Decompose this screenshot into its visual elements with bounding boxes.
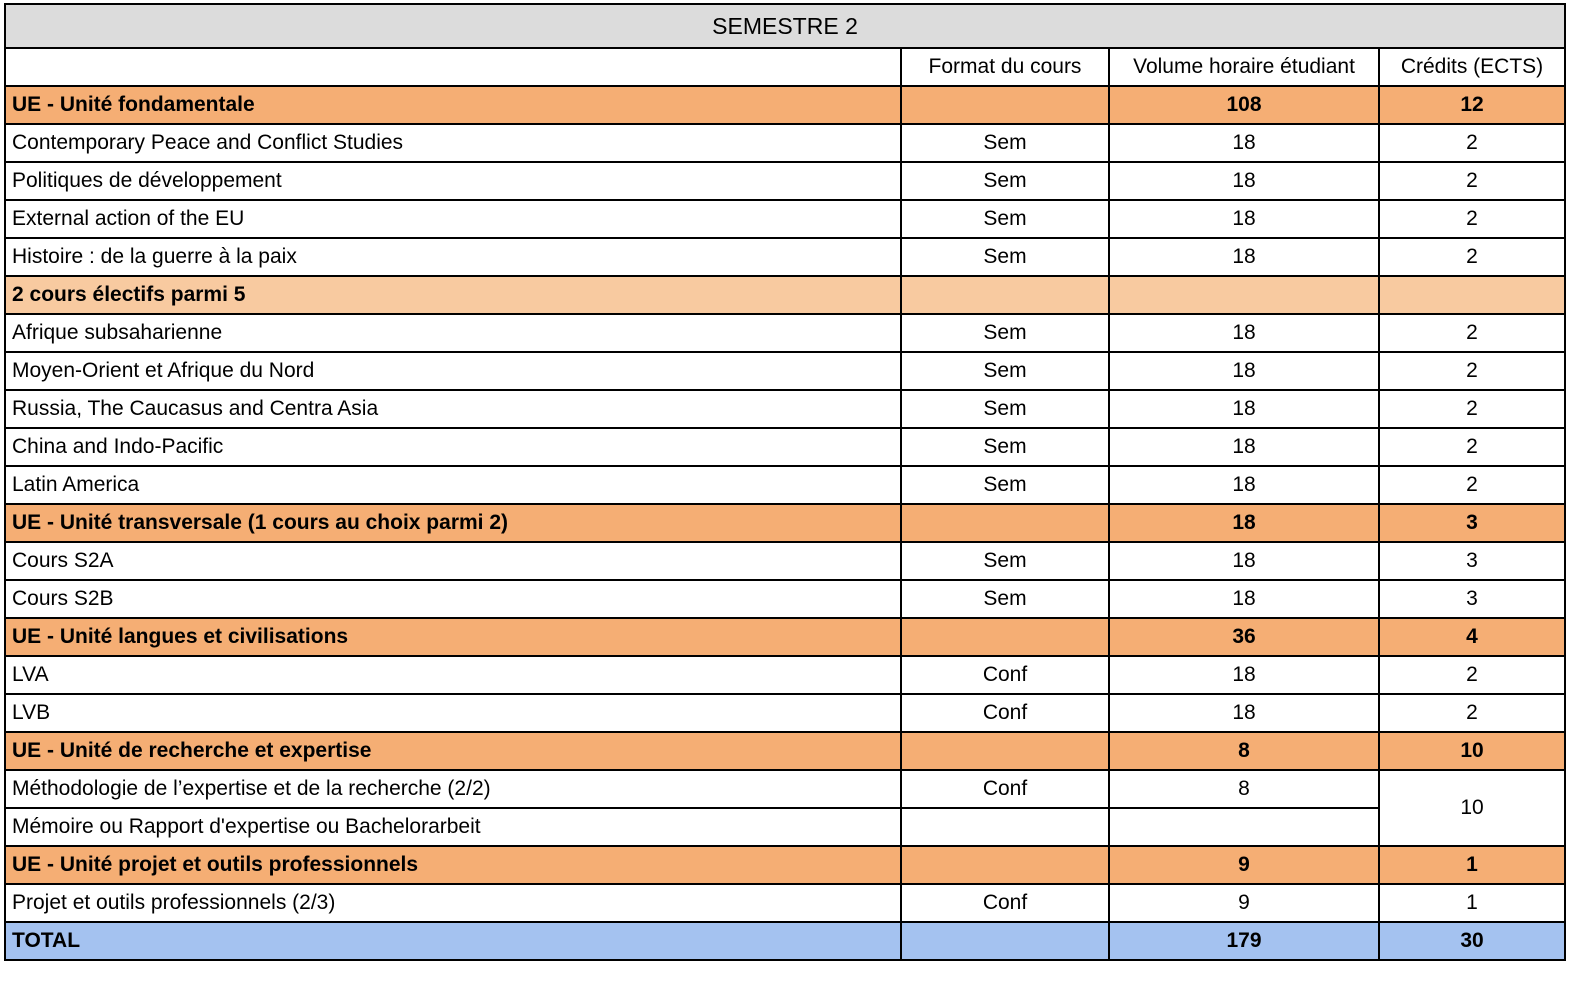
cell-name: China and Indo-Pacific [5, 428, 901, 466]
cell-name: UE - Unité projet et outils professionnels [5, 846, 901, 884]
cell-hours: 108 [1109, 86, 1379, 124]
cell-credits: 10 [1379, 770, 1565, 846]
cell-hours: 18 [1109, 390, 1379, 428]
cell-hours: 18 [1109, 542, 1379, 580]
course-row [5, 466, 1565, 504]
header-format: Format du cours [901, 48, 1109, 86]
cell-name: UE - Unité langues et civilisations [5, 618, 901, 656]
cell-format: Sem [901, 238, 1109, 276]
cell-credits: 1 [1379, 846, 1565, 884]
cell-name: TOTAL [5, 922, 901, 960]
cell-name: Russia, The Caucasus and Centra Asia [5, 390, 901, 428]
cell-name: Afrique subsaharienne [5, 314, 901, 352]
cell-credits: 2 [1379, 694, 1565, 732]
cell-format: Sem [901, 124, 1109, 162]
cell-credits: 2 [1379, 200, 1565, 238]
cell-format: Sem [901, 466, 1109, 504]
column-header-row [5, 48, 1565, 86]
cell-credits: 30 [1379, 922, 1565, 960]
ue-row [5, 732, 1565, 770]
table-body [5, 4, 1565, 960]
course-row [5, 238, 1565, 276]
cell-hours: 18 [1109, 124, 1379, 162]
ue-row [5, 504, 1565, 542]
header-credits: Crédits (ECTS) [1379, 48, 1565, 86]
cell-hours: 18 [1109, 238, 1379, 276]
cell-credits: 2 [1379, 428, 1565, 466]
header-hours: Volume horaire étudiant [1109, 48, 1379, 86]
cell-format: Sem [901, 200, 1109, 238]
cell-hours: 8 [1109, 732, 1379, 770]
cell-credits: 2 [1379, 124, 1565, 162]
cell-name: Latin America [5, 466, 901, 504]
cell-name: UE - Unité de recherche et expertise [5, 732, 901, 770]
course-row [5, 428, 1565, 466]
cell-name: Projet et outils professionnels (2/3) [5, 884, 901, 922]
cell-hours: 18 [1109, 200, 1379, 238]
ue-row [5, 846, 1565, 884]
elective-row [5, 276, 1565, 314]
cell-format: Sem [901, 542, 1109, 580]
cell-credits: 2 [1379, 656, 1565, 694]
cell-format [901, 846, 1109, 884]
cell-hours: 18 [1109, 580, 1379, 618]
cell-hours: 18 [1109, 428, 1379, 466]
cell-name: 2 cours électifs parmi 5 [5, 276, 901, 314]
cell-format: Sem [901, 580, 1109, 618]
cell-credits: 2 [1379, 314, 1565, 352]
cell-name: UE - Unité fondamentale [5, 86, 901, 124]
cell-format [901, 732, 1109, 770]
cell-format [901, 504, 1109, 542]
cell-credits: 4 [1379, 618, 1565, 656]
cell-credits: 3 [1379, 504, 1565, 542]
course-row [5, 390, 1565, 428]
cell-format: Sem [901, 390, 1109, 428]
ue-row [5, 618, 1565, 656]
cell-hours: 18 [1109, 352, 1379, 390]
cell-name: Cours S2B [5, 580, 901, 618]
cell-format [901, 86, 1109, 124]
cell-format: Sem [901, 428, 1109, 466]
semester-table [4, 3, 1566, 961]
course-row [5, 542, 1565, 580]
cell-credits: 2 [1379, 352, 1565, 390]
cell-hours [1109, 276, 1379, 314]
cell-hours: 9 [1109, 884, 1379, 922]
course-row [5, 352, 1565, 390]
cell-hours: 18 [1109, 504, 1379, 542]
cell-format [901, 618, 1109, 656]
cell-name: Méthodologie de l’expertise et de la recherche (2/2) [5, 770, 901, 808]
cell-credits: 2 [1379, 466, 1565, 504]
cell-hours: 18 [1109, 466, 1379, 504]
cell-hours: 8 [1109, 770, 1379, 808]
cell-hours: 18 [1109, 694, 1379, 732]
cell-name: External action of the EU [5, 200, 901, 238]
course-row [5, 884, 1565, 922]
cell-format [901, 922, 1109, 960]
ue-row [5, 86, 1565, 124]
table-title-row [5, 4, 1565, 48]
cell-name: Mémoire ou Rapport d'expertise ou Bachelorarbeit [5, 808, 901, 846]
cell-format: Sem [901, 314, 1109, 352]
cell-credits [1379, 276, 1565, 314]
cell-format: Conf [901, 884, 1109, 922]
cell-name: Contemporary Peace and Conflict Studies [5, 124, 901, 162]
semester-title: SEMESTRE 2 [5, 4, 1565, 48]
cell-format: Sem [901, 162, 1109, 200]
cell-name: Politiques de développement [5, 162, 901, 200]
course-row [5, 656, 1565, 694]
cell-format: Conf [901, 694, 1109, 732]
cell-hours: 179 [1109, 922, 1379, 960]
cell-name: Cours S2A [5, 542, 901, 580]
cell-format [901, 808, 1109, 846]
course-row [5, 200, 1565, 238]
course-row [5, 162, 1565, 200]
cell-format [901, 276, 1109, 314]
cell-credits: 3 [1379, 542, 1565, 580]
cell-name: UE - Unité transversale (1 cours au choix parmi 2) [5, 504, 901, 542]
cell-hours: 18 [1109, 314, 1379, 352]
cell-hours: 9 [1109, 846, 1379, 884]
cell-credits: 2 [1379, 390, 1565, 428]
cell-name: Histoire : de la guerre à la paix [5, 238, 901, 276]
course-row [5, 694, 1565, 732]
cell-name: LVA [5, 656, 901, 694]
course-row [5, 580, 1565, 618]
cell-credits: 2 [1379, 162, 1565, 200]
cell-credits: 1 [1379, 884, 1565, 922]
course-row [5, 314, 1565, 352]
cell-hours: 36 [1109, 618, 1379, 656]
course-row [5, 770, 1565, 808]
cell-hours: 18 [1109, 656, 1379, 694]
cell-credits: 12 [1379, 86, 1565, 124]
course-row [5, 808, 1565, 846]
cell-format: Conf [901, 770, 1109, 808]
course-row [5, 124, 1565, 162]
cell-format: Sem [901, 352, 1109, 390]
cell-format: Conf [901, 656, 1109, 694]
cell-credits: 2 [1379, 238, 1565, 276]
header-course-name [5, 48, 901, 86]
cell-name: Moyen-Orient et Afrique du Nord [5, 352, 901, 390]
cell-credits: 10 [1379, 732, 1565, 770]
cell-hours: 18 [1109, 162, 1379, 200]
total-row [5, 922, 1565, 960]
cell-hours [1109, 808, 1379, 846]
cell-name: LVB [5, 694, 901, 732]
cell-credits: 3 [1379, 580, 1565, 618]
